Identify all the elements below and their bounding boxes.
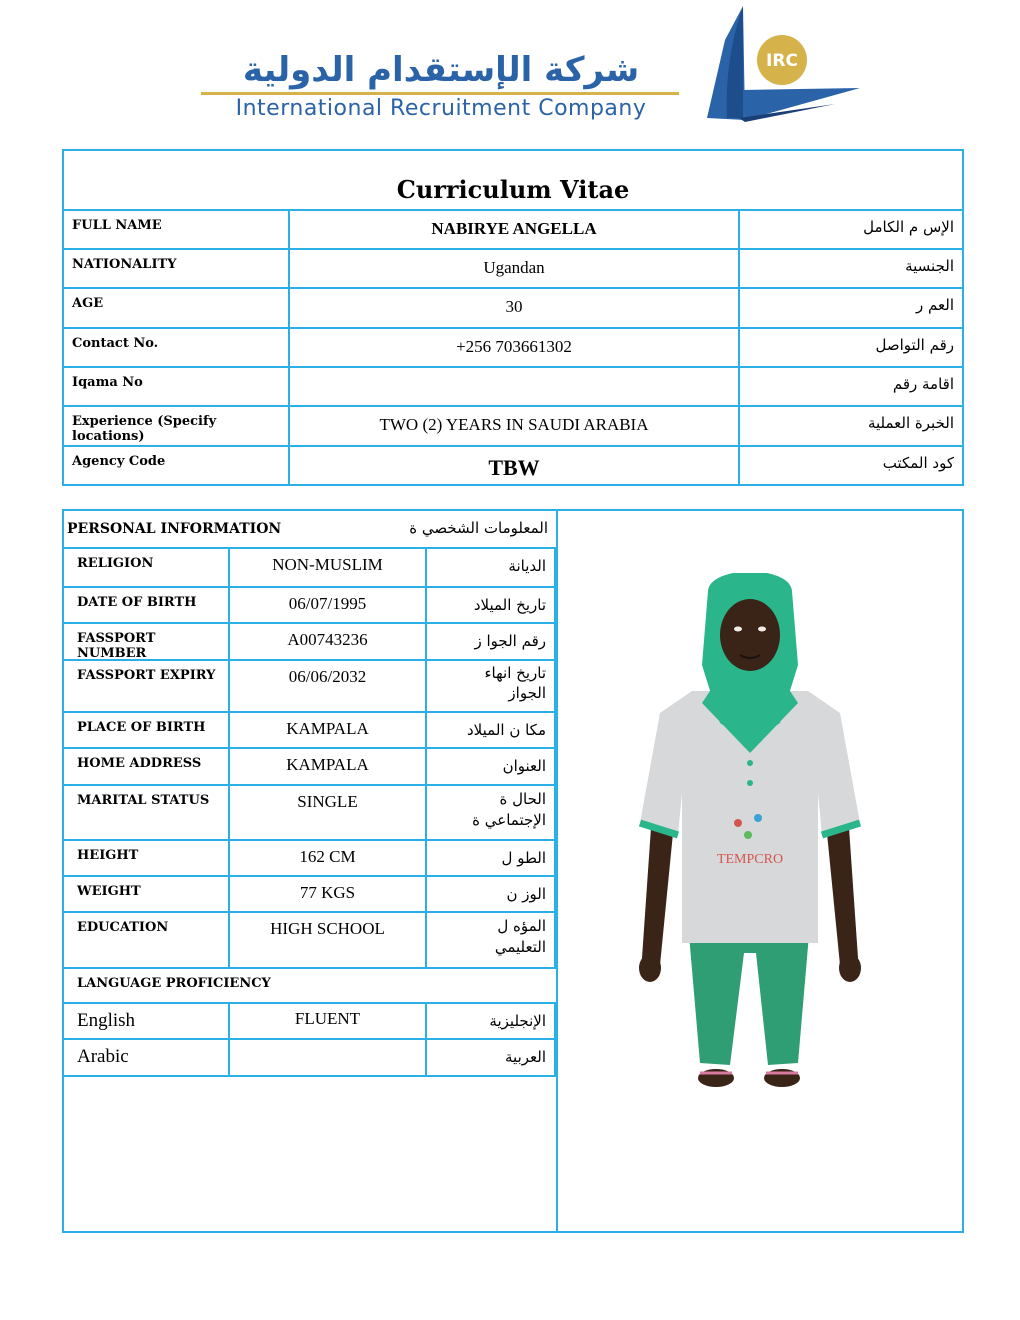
contact-label-arabic: رقم التواصل	[875, 336, 954, 354]
dob-label-arabic: تاريخ الميلاد	[473, 596, 546, 614]
iqama-label: Iqama No	[72, 375, 143, 390]
logo-english-name: International Recruitment Company	[235, 96, 647, 121]
passport-number-label: FASSPORT NUMBER	[77, 631, 156, 661]
experience-value: TWO (2) YEARS IN SAUDI ARABIA	[379, 415, 649, 434]
language-english-arabic-cell	[427, 1004, 556, 1040]
language-arabic-arabic-cell	[427, 1040, 556, 1077]
personal-information-table	[62, 509, 964, 1233]
language-arabic-label-arabic: العربية	[505, 1048, 546, 1066]
full-name-arabic-cell	[740, 211, 962, 250]
height-value: 162 CM	[299, 847, 356, 866]
nationality-value: Ugandan	[483, 258, 545, 277]
cv-summary-table	[62, 149, 964, 486]
place-of-birth-value-cell	[230, 713, 427, 749]
education-label-cell	[64, 913, 230, 969]
nationality-value-cell	[290, 250, 740, 289]
candidate-photo	[630, 573, 870, 1098]
logo-mark-text: IRC	[766, 51, 798, 71]
marital-status-label: MARITAL STATUS	[77, 793, 210, 808]
full-name-label-arabic: الإس م الكامل	[863, 218, 954, 236]
religion-label-arabic: الديانة	[508, 557, 546, 575]
logo-sail-icon	[685, 0, 875, 130]
agency-code-label-cell	[64, 447, 290, 484]
home-address-arabic-cell	[427, 749, 556, 786]
agency-code-arabic-cell	[740, 447, 962, 484]
iqama-value	[290, 368, 738, 376]
nationality-arabic-cell	[740, 250, 962, 289]
marital-status-label-cell	[64, 786, 230, 841]
language-arabic-level-cell	[230, 1040, 427, 1077]
weight-label-cell	[64, 877, 230, 913]
home-address-value: KAMPALA	[286, 755, 369, 774]
height-value-cell	[230, 841, 427, 877]
personal-info-title: PERSONAL INFORMATION	[67, 521, 282, 537]
personal-info-header	[64, 511, 556, 549]
weight-arabic-cell	[427, 877, 556, 913]
marital-status-label-arabic: الحال ة الإجتماعي ة	[472, 790, 546, 829]
iqama-label-cell	[64, 368, 290, 407]
age-label: AGE	[72, 296, 104, 311]
passport-expiry-label: FASSPORT EXPIRY	[77, 668, 216, 683]
weight-label-arabic: الوز ن	[506, 885, 546, 903]
contact-label-cell	[64, 329, 290, 368]
age-arabic-cell	[740, 289, 962, 329]
iqama-value-cell	[290, 368, 740, 407]
dob-label: DATE OF BIRTH	[77, 595, 197, 610]
full-name-value-cell	[290, 211, 740, 250]
language-english-level-cell	[230, 1004, 427, 1040]
passport-expiry-value: 06/06/2032	[288, 667, 367, 686]
contact-label: Contact No.	[72, 336, 159, 351]
education-arabic-cell	[427, 913, 556, 969]
age-value-cell	[290, 289, 740, 329]
place-of-birth-label-cell	[64, 713, 230, 749]
religion-value-cell	[230, 549, 427, 588]
weight-label: WEIGHT	[77, 884, 141, 899]
experience-label-arabic: الخبرة العملية	[867, 414, 954, 432]
nationality-label-arabic: الجنسية	[905, 257, 954, 275]
religion-label-cell	[64, 549, 230, 588]
passport-number-label-arabic: رقم الجوا ز	[474, 632, 546, 650]
agency-code-label-arabic: كود المكتب	[882, 454, 954, 472]
place-of-birth-label: PLACE OF BIRTH	[77, 720, 206, 735]
contact-arabic-cell	[740, 329, 962, 368]
passport-expiry-value-cell	[230, 661, 427, 713]
age-label-cell	[64, 289, 290, 329]
education-label-arabic: المؤه ل التعليمي	[494, 917, 546, 956]
marital-status-value: SINGLE	[297, 792, 358, 811]
marital-status-value-cell	[230, 786, 427, 841]
language-english-label-arabic: الإنجليزية	[489, 1012, 546, 1030]
passport-number-arabic-cell	[427, 624, 556, 661]
language-arabic-name: Arabic	[77, 1046, 129, 1067]
document-title: Curriculum Vitae	[64, 151, 962, 211]
contact-value: +256 703661302	[456, 337, 572, 356]
height-label: HEIGHT	[77, 848, 139, 863]
religion-label: RELIGION	[77, 556, 154, 571]
height-label-cell	[64, 841, 230, 877]
religion-arabic-cell	[427, 549, 556, 588]
passport-expiry-label-cell	[64, 661, 230, 713]
dob-arabic-cell	[427, 588, 556, 624]
experience-label-cell	[64, 407, 290, 447]
personal-info-title-arabic: المعلومات الشخصي ة	[409, 519, 548, 537]
experience-value-cell	[290, 407, 740, 447]
company-logo	[195, 0, 875, 140]
education-value: HIGH SCHOOL	[270, 919, 385, 938]
passport-number-label-cell	[64, 624, 230, 661]
full-name-label: FULL NAME	[64, 211, 290, 250]
nationality-label: NATIONALITY	[72, 257, 177, 272]
language-proficiency-title: LANGUAGE PROFICIENCY	[77, 976, 271, 991]
place-of-birth-arabic-cell	[427, 713, 556, 749]
language-english-name-cell	[64, 1004, 230, 1040]
home-address-label-cell	[64, 749, 230, 786]
agency-code-value: TBW	[488, 455, 540, 480]
weight-value-cell	[230, 877, 427, 913]
place-of-birth-label-arabic: مكا ن الميلاد	[466, 721, 546, 739]
height-label-arabic: الطو ل	[501, 849, 546, 867]
language-proficiency-header	[64, 969, 556, 1004]
dob-label-cell	[64, 588, 230, 624]
agency-code-label: Agency Code	[72, 454, 166, 469]
passport-number-value: A00743236	[287, 630, 368, 649]
dob-value: 06/07/1995	[288, 594, 367, 613]
logo-gold-rule	[201, 92, 679, 95]
religion-value: NON-MUSLIM	[272, 555, 383, 574]
education-label: EDUCATION	[77, 920, 169, 935]
home-address-label: HOME ADDRESS	[77, 756, 202, 771]
experience-label: Experience (Specify locations)	[72, 414, 217, 444]
language-english-level: FLUENT	[294, 1009, 361, 1028]
shirt-print-text: TEMPCRO	[716, 852, 784, 867]
language-arabic-name-cell	[64, 1040, 230, 1077]
weight-value: 77 KGS	[299, 883, 356, 902]
contact-value-cell	[290, 329, 740, 368]
agency-code-value-cell	[290, 447, 740, 484]
passport-number-value-cell	[230, 624, 427, 661]
place-of-birth-value: KAMPALA	[286, 719, 369, 738]
experience-arabic-cell	[740, 407, 962, 447]
age-label-arabic: العم ر	[916, 296, 954, 314]
column-divider	[556, 511, 558, 1231]
home-address-label-arabic: العنوان	[502, 757, 546, 775]
home-address-value-cell	[230, 749, 427, 786]
education-value-cell	[230, 913, 427, 969]
age-value: 30	[505, 297, 523, 316]
logo-arabic-name: شركة الإستقدام الدولية	[242, 50, 640, 90]
language-english-name: English	[77, 1010, 136, 1031]
dob-value-cell	[230, 588, 427, 624]
nationality-label-cell	[64, 250, 290, 289]
iqama-arabic-cell	[740, 368, 962, 407]
iqama-label-arabic: اقامة رقم	[892, 375, 954, 393]
passport-expiry-arabic-cell	[427, 661, 556, 713]
height-arabic-cell	[427, 841, 556, 877]
full-name-value: NABIRYE ANGELLA	[431, 219, 597, 238]
passport-expiry-label-arabic: تاريخ انهاء الجواز	[484, 664, 546, 703]
language-arabic-level	[230, 1040, 425, 1045]
marital-status-arabic-cell	[427, 786, 556, 841]
